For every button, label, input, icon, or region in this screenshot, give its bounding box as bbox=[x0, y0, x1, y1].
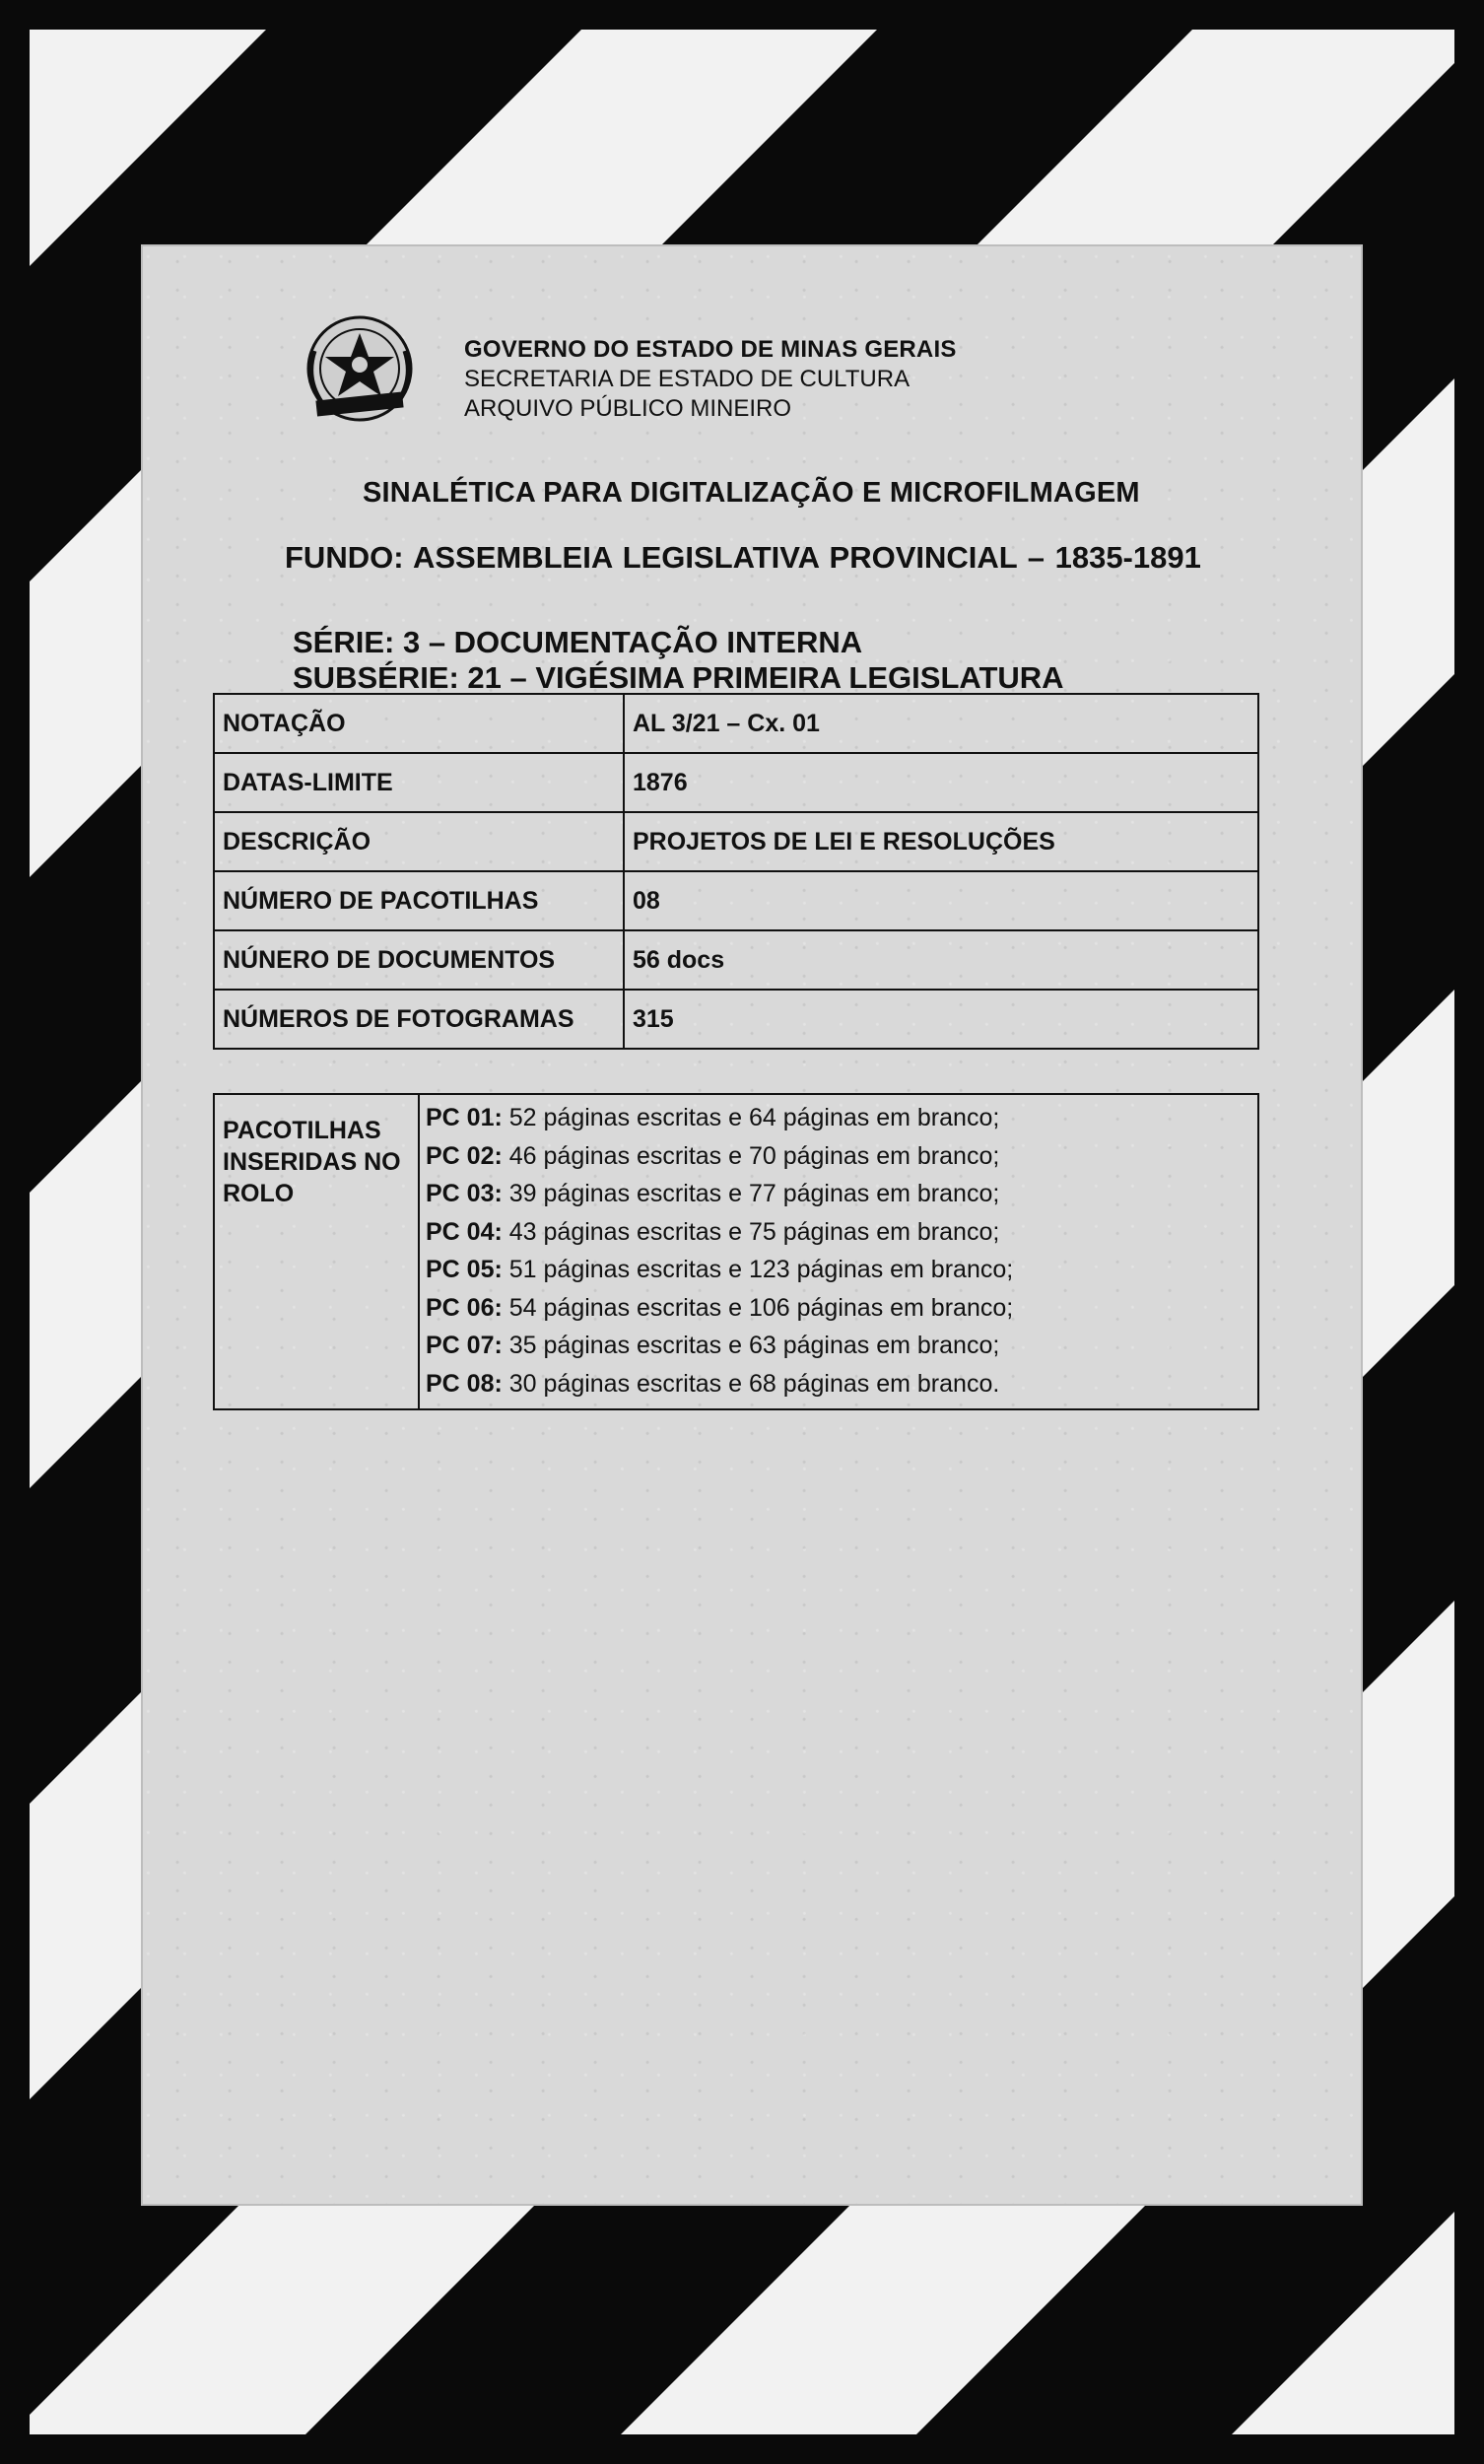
pc-code: PC 02: bbox=[426, 1141, 503, 1170]
pc-desc: 35 páginas escritas e 63 páginas em branco; bbox=[502, 1332, 1000, 1359]
datas-limite-value: 1876 bbox=[624, 753, 1258, 812]
fotogramas-count-value: 315 bbox=[624, 990, 1258, 1049]
datas-limite-label: DATAS-LIMITE bbox=[214, 753, 624, 812]
agency-header bbox=[464, 335, 957, 424]
pc-desc: 30 páginas escritas e 68 páginas em branco. bbox=[502, 1369, 1000, 1398]
document-card bbox=[141, 244, 1363, 2206]
serie-line: SÉRIE: 3 – DOCUMENTAÇÃO INTERNA bbox=[293, 625, 863, 659]
table-row bbox=[214, 990, 1258, 1049]
pacotilhas-label-line: INSERIDAS NO bbox=[223, 1148, 401, 1176]
pacotilhas-label bbox=[214, 1094, 419, 1409]
pc-code: PC 05: bbox=[426, 1256, 503, 1283]
agency-secretariat: SECRETARIA DE ESTADO DE CULTURA bbox=[464, 366, 911, 392]
pc-desc: 54 páginas escritas e 106 páginas em branco; bbox=[502, 1293, 1014, 1322]
page-title: SINALÉTICA PARA DIGITALIZAÇÃO E MICROFILMAGEM bbox=[363, 477, 1140, 509]
pacotilhas-list bbox=[419, 1094, 1258, 1409]
pc-code: PC 03: bbox=[426, 1180, 503, 1207]
pc-code: PC 01: bbox=[426, 1104, 503, 1131]
descricao-label: DESCRIÇÃO bbox=[214, 812, 624, 871]
table-row bbox=[214, 753, 1258, 812]
list-item bbox=[426, 1213, 1251, 1252]
table-row bbox=[214, 871, 1258, 930]
pc-desc: 52 páginas escritas e 64 páginas em branco; bbox=[502, 1104, 1000, 1131]
list-item bbox=[426, 1175, 1251, 1213]
table-row bbox=[214, 1094, 1258, 1409]
table-row bbox=[214, 694, 1258, 753]
pacotilhas-label-line: PACOTILHAS bbox=[223, 1117, 381, 1144]
descricao-value: PROJETOS DE LEI E RESOLUÇÕES bbox=[624, 812, 1258, 871]
list-item bbox=[426, 1099, 1251, 1137]
pacotilhas-table bbox=[213, 1093, 1259, 1410]
documentos-count-label: NÚNERO DE DOCUMENTOS bbox=[214, 930, 624, 990]
subserie-line: SUBSÉRIE: 21 – VIGÉSIMA PRIMEIRA LEGISLATURA bbox=[293, 660, 1064, 695]
pc-code: PC 04: bbox=[426, 1217, 503, 1246]
pc-code: PC 07: bbox=[426, 1332, 503, 1359]
list-item bbox=[426, 1327, 1251, 1365]
agency-archive: ARQUIVO PÚBLICO MINEIRO bbox=[464, 395, 792, 422]
pc-desc: 39 páginas escritas e 77 páginas em branco; bbox=[502, 1180, 1000, 1207]
pacotilhas-label-line: ROLO bbox=[223, 1180, 295, 1207]
fotogramas-count-label: NÚMEROS DE FOTOGRAMAS bbox=[214, 990, 624, 1049]
state-emblem-icon bbox=[301, 311, 429, 428]
fundo-line: FUNDO: ASSEMBLEIA LEGISLATIVA PROVINCIAL – 1835-1891 bbox=[285, 540, 1201, 575]
list-item bbox=[426, 1251, 1251, 1289]
pc-code: PC 06: bbox=[426, 1293, 503, 1322]
details-table bbox=[213, 693, 1259, 1050]
table-row bbox=[214, 930, 1258, 990]
list-item bbox=[426, 1365, 1251, 1403]
agency-government: GOVERNO DO ESTADO DE MINAS GERAIS bbox=[464, 336, 957, 363]
notacao-label: NOTAÇÃO bbox=[214, 694, 624, 753]
list-item bbox=[426, 1137, 1251, 1176]
list-item bbox=[426, 1289, 1251, 1328]
pc-desc: 43 páginas escritas e 75 páginas em branco; bbox=[502, 1217, 1000, 1246]
table-row bbox=[214, 812, 1258, 871]
pacotilhas-count-value: 08 bbox=[624, 871, 1258, 930]
pacotilhas-count-label: NÚMERO DE PACOTILHAS bbox=[214, 871, 624, 930]
pc-desc: 51 páginas escritas e 123 páginas em branco; bbox=[502, 1256, 1014, 1283]
pc-desc: 46 páginas escritas e 70 páginas em branco; bbox=[502, 1141, 1000, 1170]
documentos-count-value: 56 docs bbox=[624, 930, 1258, 990]
pc-code: PC 08: bbox=[426, 1369, 503, 1398]
notacao-value: AL 3/21 – Cx. 01 bbox=[624, 694, 1258, 753]
